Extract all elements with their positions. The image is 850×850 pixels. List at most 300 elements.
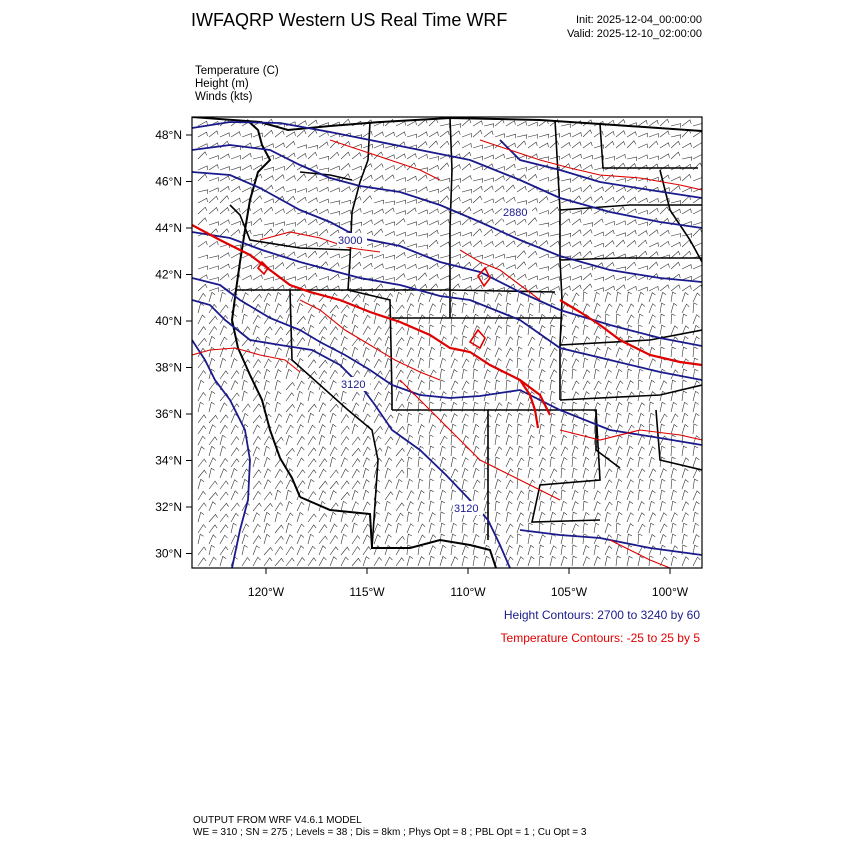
wind-barb <box>605 469 612 478</box>
wind-barb <box>451 124 461 128</box>
wind-barb <box>638 251 647 258</box>
wind-barb <box>385 557 392 566</box>
wind-barb <box>550 234 560 238</box>
wind-barb <box>440 380 445 390</box>
wind-barb <box>649 413 655 423</box>
wind-barb <box>550 469 557 478</box>
wind-barb <box>253 360 261 369</box>
wind-barb <box>396 536 405 544</box>
wind-barb <box>572 435 577 445</box>
wind-barb <box>319 536 327 544</box>
wind-barb <box>440 523 445 533</box>
wind-barb <box>440 233 450 237</box>
wind-barb <box>627 491 634 500</box>
wind-barb <box>594 369 599 379</box>
wind-barb <box>286 448 295 456</box>
wind-barb <box>605 347 611 357</box>
wind-barb <box>286 490 292 500</box>
wind-barb <box>572 359 579 368</box>
wind-barb <box>627 241 636 248</box>
wind-barb <box>231 230 240 236</box>
wind-barb <box>561 179 571 183</box>
wind-barb <box>275 222 285 226</box>
wind-barb <box>198 525 206 533</box>
wind-barb <box>352 424 358 434</box>
wind-barb <box>583 337 590 346</box>
wind-barb <box>660 402 666 412</box>
wind-barb <box>583 557 590 566</box>
wind-barb <box>671 242 681 247</box>
wind-barb <box>649 513 656 522</box>
wind-barb <box>275 481 283 489</box>
wind-barb <box>671 186 680 192</box>
wind-barb <box>341 426 349 434</box>
wind-barb <box>572 326 579 335</box>
wind-barb <box>506 197 515 203</box>
wind-barb <box>517 233 527 237</box>
wind-barb <box>550 221 560 225</box>
wind-barb <box>374 326 381 335</box>
wind-barb <box>462 381 469 390</box>
wind-barb <box>275 402 281 412</box>
wind-barb <box>506 359 513 368</box>
wind-barb <box>605 241 614 247</box>
wind-barb <box>330 424 336 434</box>
wind-barb <box>451 141 460 148</box>
wind-barb <box>440 479 445 489</box>
wind-barb <box>616 277 626 281</box>
wind-barb <box>451 414 458 423</box>
wind-barb <box>275 558 284 566</box>
wind-barb <box>429 435 434 445</box>
wind-barb <box>616 187 625 192</box>
lon-label: 120°W <box>247 585 285 599</box>
wind-barb <box>528 468 534 478</box>
wind-barb <box>297 436 305 445</box>
wind-barb <box>209 425 216 434</box>
wind-barb <box>594 523 599 533</box>
wind-barb <box>385 359 391 369</box>
wind-barb <box>396 274 405 280</box>
wind-barb <box>572 211 582 215</box>
wind-barb <box>209 391 215 401</box>
wind-barb <box>506 535 513 544</box>
wind-barb <box>462 315 469 324</box>
wind-barb <box>550 141 559 148</box>
wind-barb <box>484 391 490 401</box>
wind-barb <box>319 425 326 434</box>
wind-barb <box>550 556 556 566</box>
wind-barb <box>264 392 270 402</box>
wind-barb <box>209 178 219 182</box>
wind-barb <box>275 327 283 335</box>
wind-barb <box>231 253 241 258</box>
wind-barb <box>297 513 303 523</box>
wind-barb <box>649 501 655 511</box>
wind-barb <box>407 200 417 204</box>
wind-barb <box>374 535 381 544</box>
wind-barb <box>594 557 601 566</box>
wind-barb <box>220 358 226 368</box>
wind-barb <box>385 165 395 170</box>
wind-barb <box>660 369 665 379</box>
wind-barb <box>385 175 394 181</box>
wind-barb <box>407 244 417 248</box>
wind-barb <box>297 121 306 126</box>
wind-barb <box>682 402 688 412</box>
wind-barb <box>594 196 603 203</box>
wind-barb <box>242 535 248 545</box>
wind-barb <box>396 219 405 225</box>
height-contour-legend: Height Contours: 2700 to 3240 by 60 <box>503 608 700 622</box>
wind-barb <box>671 124 681 128</box>
wind-barb <box>517 201 527 205</box>
wind-barb <box>649 156 659 160</box>
wind-barb <box>209 437 217 445</box>
wind-barb <box>473 535 479 545</box>
wind-barb <box>583 370 590 379</box>
wind-barb <box>363 480 370 489</box>
wind-barb <box>231 381 238 390</box>
wind-barb <box>440 256 450 260</box>
wind-barb <box>638 222 648 226</box>
wind-barb <box>363 131 372 137</box>
wind-barb <box>297 381 304 390</box>
wind-barb <box>550 277 560 281</box>
wind-barb <box>286 277 296 281</box>
wind-barb <box>539 458 546 467</box>
wind-barb <box>550 292 556 302</box>
wind-barb <box>407 154 416 159</box>
wind-barb <box>363 315 370 324</box>
wind-barb <box>550 391 555 401</box>
wind-barb <box>484 229 493 236</box>
wind-barb <box>616 131 625 137</box>
wind-barb <box>583 424 588 434</box>
wind-barb <box>352 314 358 324</box>
wind-barb <box>583 266 593 270</box>
wind-barb <box>198 241 207 247</box>
wind-barb <box>209 336 215 346</box>
wind-barb <box>429 413 435 423</box>
wind-barb <box>495 241 504 247</box>
wind-barb <box>264 548 273 556</box>
wind-barb <box>583 240 592 247</box>
wind-barb <box>638 369 643 379</box>
wind-barb <box>297 253 306 258</box>
wind-barb <box>198 436 205 445</box>
wind-barb <box>671 446 675 456</box>
wind-barb <box>319 491 326 500</box>
wind-barb <box>660 414 667 423</box>
wind-barb <box>374 164 383 170</box>
wind-barb <box>638 413 644 423</box>
wind-barb <box>440 347 445 357</box>
wind-barb <box>473 556 478 566</box>
wind-barb <box>539 287 549 291</box>
wind-barb <box>473 490 478 500</box>
wind-barb <box>396 305 404 313</box>
wind-barb <box>220 459 228 468</box>
wind-barb <box>220 264 229 269</box>
wind-barb <box>539 435 544 445</box>
wind-barb <box>385 524 392 533</box>
wind-barb <box>528 142 537 148</box>
wind-barb <box>220 415 228 423</box>
wind-barb <box>220 337 227 346</box>
wind-barb <box>198 266 208 270</box>
wind-barb <box>627 524 634 533</box>
wind-barb <box>308 325 314 335</box>
wind-barb <box>341 221 351 225</box>
wind-barb <box>231 132 240 137</box>
wind-barb <box>385 266 395 270</box>
wind-barb <box>682 480 689 489</box>
wind-barb <box>649 164 658 170</box>
wind-barb <box>363 468 369 478</box>
wind-barb <box>627 275 636 280</box>
wind-barb <box>473 413 478 423</box>
wind-barb <box>220 154 229 159</box>
wind-barb <box>308 448 316 456</box>
wind-barb <box>209 208 218 215</box>
wind-barb <box>242 479 248 489</box>
wind-barb <box>594 491 601 500</box>
wind-barb <box>297 535 304 544</box>
wind-barb <box>429 230 438 236</box>
wind-barb <box>374 144 384 148</box>
wind-barb <box>506 121 515 126</box>
wind-barb <box>429 314 434 324</box>
wind-barb <box>550 264 559 270</box>
lat-label: 44°N <box>155 221 182 235</box>
wind-barb <box>605 556 611 566</box>
lat-label: 42°N <box>155 267 182 282</box>
wind-barb <box>572 491 578 501</box>
wind-barb <box>352 536 360 544</box>
wind-barb <box>660 292 666 302</box>
wind-barb <box>440 501 445 511</box>
wind-barb <box>286 535 293 544</box>
wind-barb <box>561 277 571 281</box>
wind-barb <box>594 277 604 281</box>
wind-barb <box>550 447 557 456</box>
wind-barb <box>275 263 284 270</box>
wind-barb <box>649 491 655 501</box>
wind-barb <box>605 286 615 291</box>
wind-barb <box>407 556 413 566</box>
wind-barb <box>528 303 534 313</box>
wind-barb <box>693 315 700 324</box>
wind-barb <box>473 130 482 137</box>
wind-barb <box>693 491 700 500</box>
wind-barb <box>638 292 644 302</box>
wind-barb <box>198 479 204 489</box>
wind-barb <box>605 263 614 270</box>
wind-barb <box>363 458 370 467</box>
wind-barb <box>209 458 216 467</box>
wind-barb <box>627 141 636 148</box>
wind-barb <box>275 392 281 402</box>
wind-barb <box>451 185 460 192</box>
wind-barb <box>638 502 645 511</box>
wind-barb <box>616 403 622 413</box>
wind-barb <box>220 435 226 445</box>
wind-barb <box>517 458 524 467</box>
wind-barb <box>616 545 622 555</box>
wind-barb <box>374 359 382 368</box>
wind-barb <box>363 263 372 269</box>
wind-barb <box>396 154 405 159</box>
wind-barb <box>220 492 228 500</box>
wind-barb <box>594 358 600 368</box>
wind-barb <box>517 491 524 500</box>
wind-barb <box>198 491 206 500</box>
wind-barb <box>693 414 699 424</box>
wind-barb <box>396 491 403 500</box>
wind-barb <box>506 447 513 456</box>
wind-barb <box>275 414 282 423</box>
wind-barb <box>550 413 555 423</box>
field-winds: Winds (kts) <box>195 91 253 103</box>
wind-barb <box>682 425 688 435</box>
wind-barb <box>561 490 566 500</box>
wind-barb <box>231 186 240 192</box>
wind-barb <box>671 262 680 269</box>
wind-barb <box>539 347 544 357</box>
wind-barb <box>495 348 502 357</box>
wind-barb <box>473 468 479 478</box>
wind-barb <box>495 315 502 324</box>
wind-barb <box>451 545 456 555</box>
wind-barb <box>198 547 206 555</box>
wind-barb <box>396 413 402 423</box>
wind-barb <box>275 547 283 555</box>
wind-barb <box>649 262 658 269</box>
wind-barb <box>363 535 370 544</box>
wind-barb <box>451 232 461 236</box>
wind-barb <box>429 446 434 456</box>
wind-barb <box>495 491 501 501</box>
wind-barb <box>429 380 434 390</box>
wind-barb <box>231 459 239 467</box>
wind-barb <box>462 143 472 148</box>
wind-barb <box>627 446 633 456</box>
wind-barb <box>308 558 316 566</box>
wind-barb <box>638 490 643 500</box>
wind-barb <box>627 458 634 467</box>
wind-barb <box>682 143 691 148</box>
wind-barb <box>671 523 676 533</box>
wind-barb <box>506 491 513 500</box>
wind-barb <box>616 221 626 225</box>
wind-barb <box>396 558 404 566</box>
wind-barb <box>616 154 626 159</box>
wind-barb <box>286 502 292 512</box>
wind-barb <box>693 535 700 544</box>
wind-barb <box>495 274 504 281</box>
wind-barb <box>649 336 653 346</box>
wind-barb <box>319 178 329 182</box>
wind-barb <box>198 380 204 390</box>
wind-barb <box>627 469 634 478</box>
wind-barb <box>451 337 458 346</box>
wind-barb <box>451 446 456 456</box>
wind-barb <box>451 391 456 401</box>
wind-barb <box>352 523 358 533</box>
wind-barb <box>539 267 549 271</box>
wind-barb <box>440 512 445 522</box>
wind-barb <box>440 369 445 379</box>
wind-barb <box>418 358 424 368</box>
wind-barb <box>682 286 691 292</box>
wind-barb <box>649 141 658 148</box>
wind-barb <box>198 303 204 313</box>
wind-barb <box>396 265 406 270</box>
wind-barb <box>363 436 371 445</box>
wind-barb <box>660 230 669 236</box>
wind-barb <box>209 292 215 302</box>
wind-barb <box>517 219 526 225</box>
wind-barb <box>462 414 469 423</box>
wind-barb <box>506 502 512 512</box>
wind-barb <box>583 273 592 280</box>
wind-barb <box>209 525 217 533</box>
wind-barb <box>506 134 516 138</box>
wind-barb <box>407 479 413 489</box>
wind-barb <box>253 513 260 522</box>
wind-barb <box>506 220 516 225</box>
wind-barb <box>429 325 434 335</box>
wind-barb <box>418 142 427 148</box>
wind-barb <box>506 337 513 346</box>
wind-barb <box>649 424 654 434</box>
wind-barb <box>363 547 371 555</box>
wind-barb <box>220 274 229 280</box>
wind-barb <box>693 243 703 247</box>
wind-barb <box>528 174 537 181</box>
wind-barb <box>517 358 521 368</box>
wind-barb <box>198 447 205 456</box>
wind-barb <box>275 525 283 533</box>
wind-barb <box>407 337 413 346</box>
wind-barb <box>440 446 446 456</box>
wind-barb <box>484 380 490 390</box>
contour-label: 2880 <box>503 207 528 219</box>
wind-barb <box>451 314 456 324</box>
wind-barb <box>572 468 577 478</box>
wind-barb <box>550 457 555 467</box>
wind-barb <box>605 275 615 280</box>
wind-barb <box>407 413 412 423</box>
wind-barb <box>297 189 307 193</box>
wind-barb <box>671 141 680 148</box>
wind-barb <box>264 458 270 468</box>
wind-barb <box>539 523 543 533</box>
wind-barb <box>308 391 314 401</box>
wind-barb <box>220 292 226 302</box>
lon-label: 100°W <box>651 585 689 599</box>
wind-barb <box>385 447 391 457</box>
wind-barb <box>253 536 261 544</box>
wind-barb <box>352 502 359 511</box>
wind-barb <box>253 133 263 137</box>
wind-barb <box>407 314 412 324</box>
wind-barb <box>682 446 687 456</box>
wind-barb <box>517 304 524 313</box>
wind-barb <box>209 514 218 522</box>
wind-barb <box>242 314 248 324</box>
